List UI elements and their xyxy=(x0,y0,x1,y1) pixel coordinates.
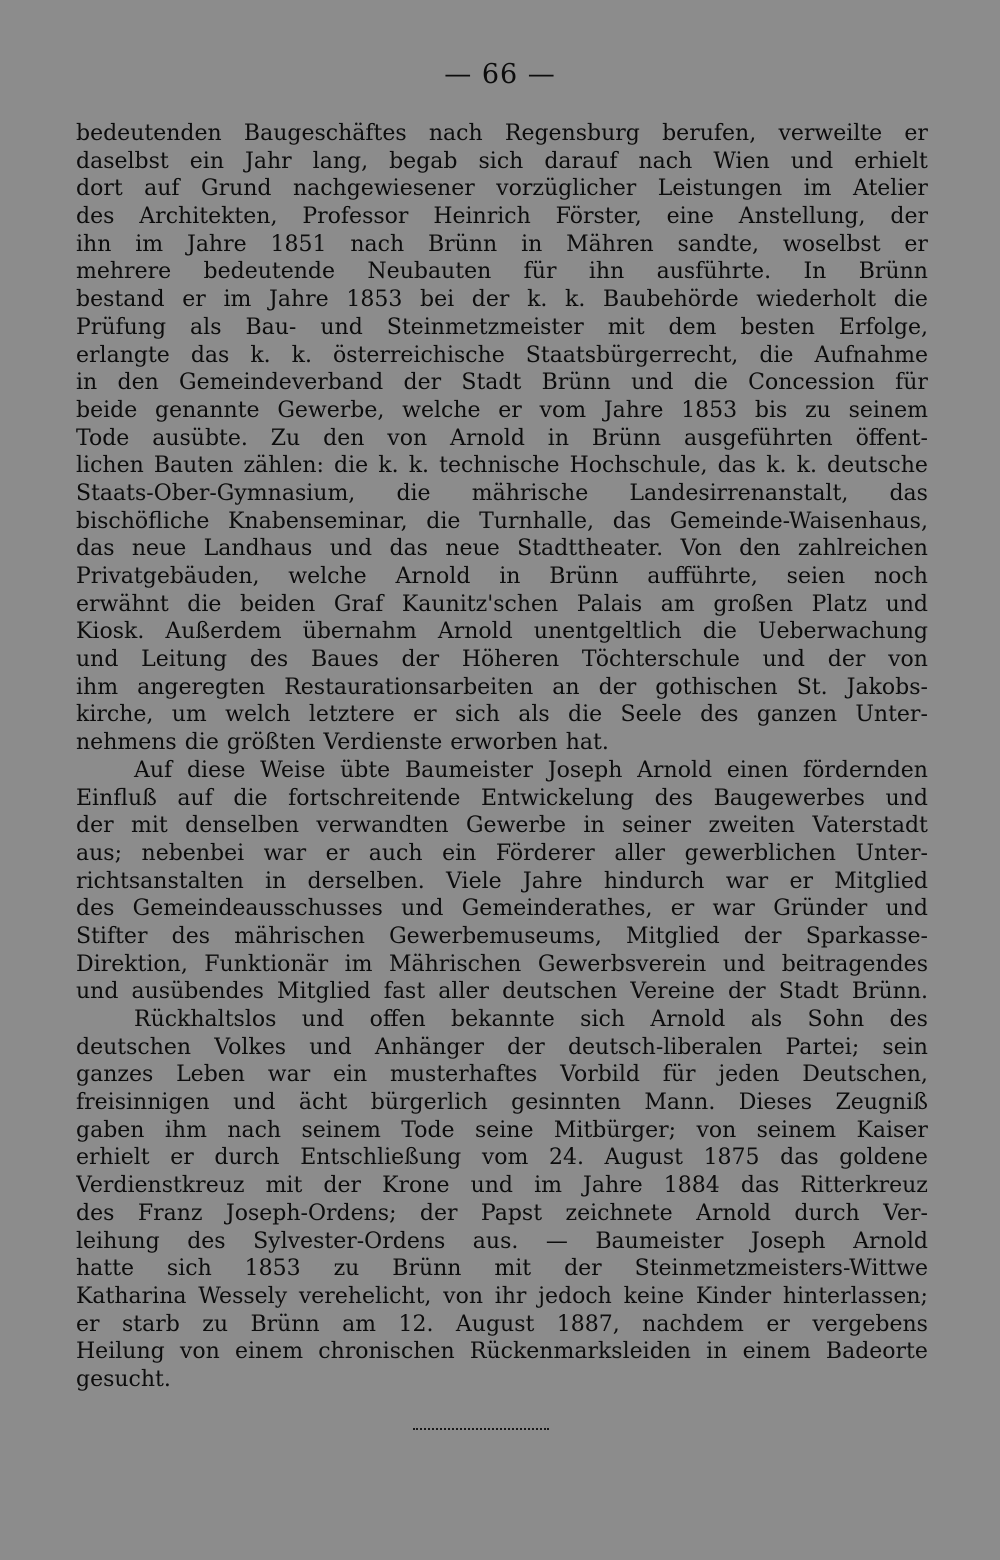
text-line: Kiosk. Außerdem übernahm Arnold unentgeltlich die Ueberwachung xyxy=(76,619,928,645)
text-line: bestand er im Jahre 1853 bei der k. k. Baubehörde wiederholt die xyxy=(76,287,928,313)
text-line: Einfluß auf die fortschreitende Entwickelung des Baugewerbes und xyxy=(76,785,928,811)
text-line: gesucht. xyxy=(76,1366,171,1392)
text-line: und ausübendes Mitglied fast aller deutschen Vereine der Stadt Brünn. xyxy=(76,979,928,1005)
text-line: Tode ausübte. Zu den von Arnold in Brünn ausgeführten öffent- xyxy=(76,425,928,451)
text-line: lichen Bauten zählen: die k. k. technische Hochschule, das k. k. deutsche xyxy=(76,453,928,479)
text-line: Katharina Wessely verehelicht, von ihr jedoch keine Kinder hinterlassen; xyxy=(76,1283,928,1309)
text-line: dort auf Grund nachgewiesener vorzüglicher Leistungen im Atelier xyxy=(76,176,928,202)
text-line: Verdienstkreuz mit der Krone und im Jahre 1884 das Ritterkreuz xyxy=(76,1173,928,1199)
text-line: Staats-Ober-Gymnasium, die mährische Landesirrenanstalt, das xyxy=(76,480,928,506)
text-line: Rückhaltslos und offen bekannte sich Arnold als Sohn des xyxy=(134,1007,928,1032)
text-line: des Franz Joseph-Ordens; der Papst zeichnete Arnold durch Ver- xyxy=(76,1200,928,1226)
text-line: mehrere bedeutende Neubauten für ihn ausführte. In Brünn xyxy=(76,259,928,285)
text-line: Privatgebäuden, welche Arnold in Brünn aufführte, seien noch xyxy=(76,564,928,589)
text-line: richtsanstalten in derselben. Viele Jahre hindurch war er Mitglied xyxy=(76,868,928,894)
text-line: der mit denselben verwandten Gewerbe in seiner zweiten Vaterstadt xyxy=(76,813,928,839)
text-line: Prüfung als Bau- und Steinmetzmeister mit dem besten Erfolge, xyxy=(76,314,928,340)
text-line: daselbst ein Jahr lang, begab sich darauf nach Wien und erhielt xyxy=(76,148,928,174)
text-line: ihn im Jahre 1851 nach Brünn in Mähren sandte, woselbst er xyxy=(76,231,928,257)
body-text xyxy=(76,120,928,1394)
text-line: Auf diese Weise übte Baumeister Joseph Arnold einen fördernden xyxy=(134,757,928,783)
text-line: bedeutenden Baugeschäftes nach Regensburg berufen, verweilte er xyxy=(76,121,928,146)
text-line: in den Gemeindeverband der Stadt Brünn und die Concession für xyxy=(76,370,928,396)
text-line: nehmens die größten Verdienste erworben hat. xyxy=(76,730,609,756)
text-line: Stifter des mährischen Gewerbemuseums, Mitglied der Sparkasse- xyxy=(76,923,928,949)
text-line: beide genannte Gewerbe, welche er vom Jahre 1853 bis zu seinem xyxy=(76,397,928,423)
text-line: deutschen Volkes und Anhänger der deutsch-liberalen Partei; sein xyxy=(76,1034,928,1060)
text-line: kirche, um welch letztere er sich als die Seele des ganzen Unter- xyxy=(76,702,928,728)
text-line: er starb zu Brünn am 12. August 1887, nachdem er vergebens xyxy=(76,1311,928,1337)
text-line: erhielt er durch Entschließung vom 24. August 1875 das goldene xyxy=(76,1145,928,1171)
page-number: — 66 — xyxy=(444,59,556,90)
text-line: erlangte das k. k. österreichische Staatsbürgerrecht, die Aufnahme xyxy=(76,342,928,368)
text-line: bischöfliche Knabenseminar, die Turnhalle, das Gemeinde-Waisenhaus, xyxy=(76,508,928,534)
text-line: freisinnigen und ächt bürgerlich gesinnten Mann. Dieses Zeugniß xyxy=(76,1090,928,1116)
text-line: gaben ihm nach seinem Tode seine Mitbürger; von seinem Kaiser xyxy=(76,1117,928,1143)
text-line: leihung des Sylvester-Ordens aus. — Baumeister Joseph Arnold xyxy=(76,1228,928,1254)
text-line: Heilung von einem chronischen Rückenmarksleiden in einem Badeorte xyxy=(76,1339,928,1365)
text-line: erwähnt die beiden Graf Kaunitz'schen Palais am großen Platz und xyxy=(76,591,928,617)
text-line: das neue Landhaus und das neue Stadttheater. Von den zahlreichen xyxy=(76,536,928,562)
text-line: des Architekten, Professor Heinrich Förster, eine Anstellung, der xyxy=(76,204,928,230)
text-line: des Gemeindeausschusses und Gemeinderathes, er war Gründer und xyxy=(76,896,928,922)
text-line: und Leitung des Baues der Höheren Töchterschule und der von xyxy=(76,647,928,673)
end-ornament xyxy=(413,1428,549,1436)
text-line: ihm angeregten Restaurationsarbeiten an der gothischen St. Jakobs- xyxy=(76,674,928,700)
text-line: hatte sich 1853 zu Brünn mit der Steinmetzmeisters-Wittwe xyxy=(76,1256,928,1282)
text-line: ganzes Leben war ein musterhaftes Vorbild für jeden Deutschen, xyxy=(76,1062,928,1088)
text-line: aus; nebenbei war er auch ein Förderer aller gewerblichen Unter- xyxy=(76,840,928,866)
text-line: Direktion, Funktionär im Mährischen Gewerbsverein und beitragendes xyxy=(76,951,928,977)
